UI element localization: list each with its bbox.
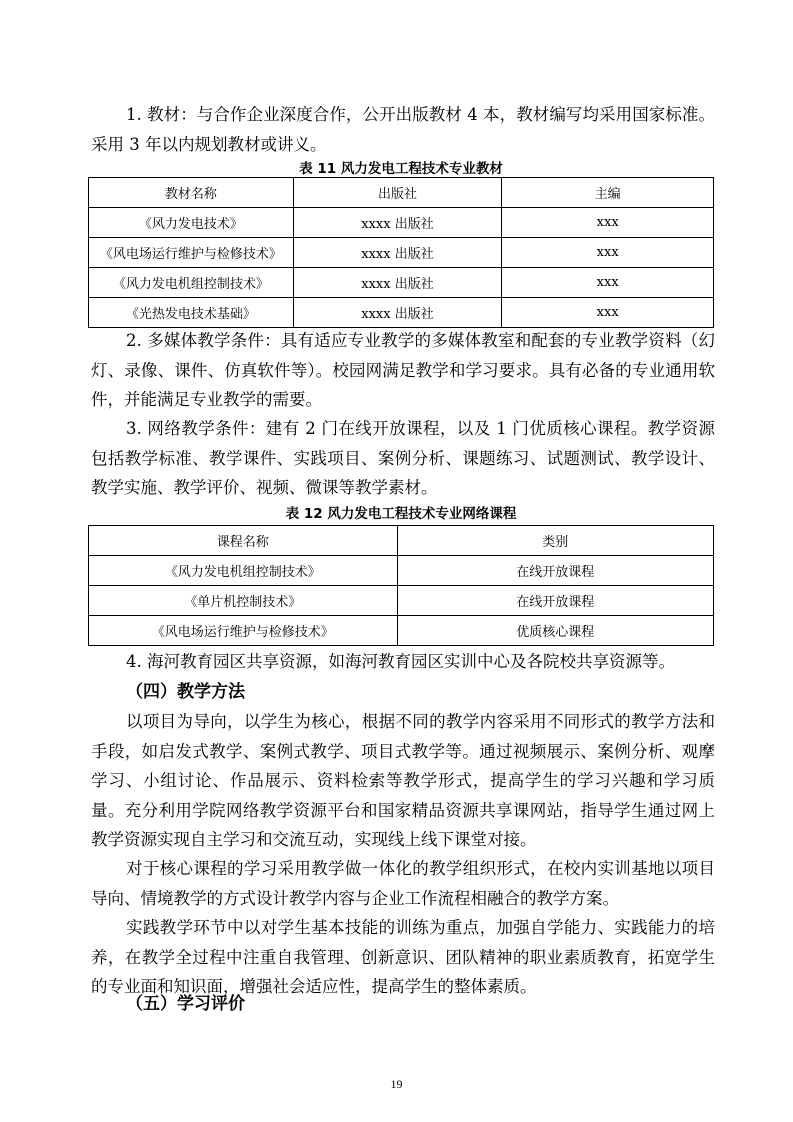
- table-cell: xxx: [502, 298, 714, 328]
- table-cell: xxxx 出版社: [293, 298, 502, 328]
- table-header-row: [89, 178, 714, 208]
- column-header: 类别: [397, 526, 713, 556]
- table-row: [89, 586, 714, 616]
- table-cell: 在线开放课程: [397, 586, 713, 616]
- table-row: [89, 208, 714, 238]
- paragraph-network: 3. 网络教学条件：建有 2 门在线开放课程，以及 1 门优质核心课程。教学资源包括教学标准、教学课件、实践项目、案例分析、课题练习、试题测试、教学设计、教学实施、教学评价、视频、微课等教学素材。: [91, 419, 715, 497]
- table-header-row: [89, 526, 714, 556]
- table-row: [89, 238, 714, 268]
- table-row: [89, 616, 714, 646]
- table-cell: 《光热发电技术基础》: [89, 298, 294, 328]
- table-cell: 在线开放课程: [397, 556, 713, 586]
- table-cell: xxxx 出版社: [293, 208, 502, 238]
- column-header: 出版社: [293, 178, 502, 208]
- table-11-textbooks: [88, 177, 714, 328]
- table-cell: xxxx 出版社: [293, 238, 502, 268]
- paragraph-core-courses: 对于核心课程的学习采用教学做一体化的教学组织形式，在校内实训基地以项目导向、情境教学的方式设计教学内容与企业工作流程相融合的教学方案。: [91, 859, 715, 908]
- column-header: 课程名称: [89, 526, 398, 556]
- section-heading-evaluation: （五）学习评价: [126, 994, 245, 1014]
- table-row: [89, 298, 714, 328]
- table-cell: xxx: [502, 238, 714, 268]
- table-row: [89, 268, 714, 298]
- table-cell: 优质核心课程: [397, 616, 713, 646]
- table-cell: 《风力发电机组控制技术》: [89, 268, 294, 298]
- paragraph-teaching-methods: 以项目为导向，以学生为核心，根据不同的教学内容采用不同形式的教学方法和手段，如启发式教学、案例式教学、项目式教学等。通过视频展示、案例分析、观摩学习、小组讨论、作品展示、资料检索等教学形式，提高学生的学习兴趣和学习质量。充分利用学院网络教学资源平台和国家精品资源共享课网站，指导学生通过网上教学资源实现自主学习和交流互动，实现线上线下课堂对接。: [91, 712, 715, 849]
- table-cell: xxx: [502, 208, 714, 238]
- column-header: 教材名称: [89, 178, 294, 208]
- paragraph-multimedia: 2. 多媒体教学条件：具有适应专业教学的多媒体教室和配套的专业教学资料（幻灯、录像、课件、仿真软件等）。校园网满足教学和学习要求。具有必备的专业通用软件，并能满足专业教学的需要。: [91, 331, 715, 409]
- table-cell: 《风电场运行维护与检修技术》: [89, 238, 294, 268]
- paragraph-textbooks: 1. 教材：与合作企业深度合作，公开出版教材 4 本，教材编写均采用国家标准。采用 3 年以内规划教材或讲义。: [91, 105, 715, 154]
- page-number: 19: [390, 1077, 403, 1091]
- paragraph-shared-resources: 4. 海河教育园区共享资源，如海河教育园区实训中心及各院校共享资源等。: [126, 652, 675, 671]
- table-12-online-courses: [88, 525, 714, 646]
- table-12-caption: 表 12 风力发电工程技术专业网络课程: [285, 506, 517, 522]
- table-cell: 《单片机控制技术》: [89, 586, 398, 616]
- table-11-caption: 表 11 风力发电工程技术专业教材: [299, 161, 503, 177]
- table-cell: 《风电场运行维护与检修技术》: [89, 616, 398, 646]
- table-cell: 《风力发电机组控制技术》: [89, 556, 398, 586]
- table-cell: xxxx 出版社: [293, 268, 502, 298]
- table-cell: 《风力发电技术》: [89, 208, 294, 238]
- section-heading-teaching-methods: （四）教学方法: [126, 682, 245, 702]
- table-row: [89, 556, 714, 586]
- table-cell: xxx: [502, 268, 714, 298]
- paragraph-practice-teaching: 实践教学环节中以对学生基本技能的训练为重点，加强自学能力、实践能力的培养，在教学全过程中注重自我管理、创新意识、团队精神的职业素质教育，拓宽学生的专业面和知识面，增强社会适应性，提高学生的整体素质。: [91, 918, 715, 996]
- column-header: 主编: [502, 178, 714, 208]
